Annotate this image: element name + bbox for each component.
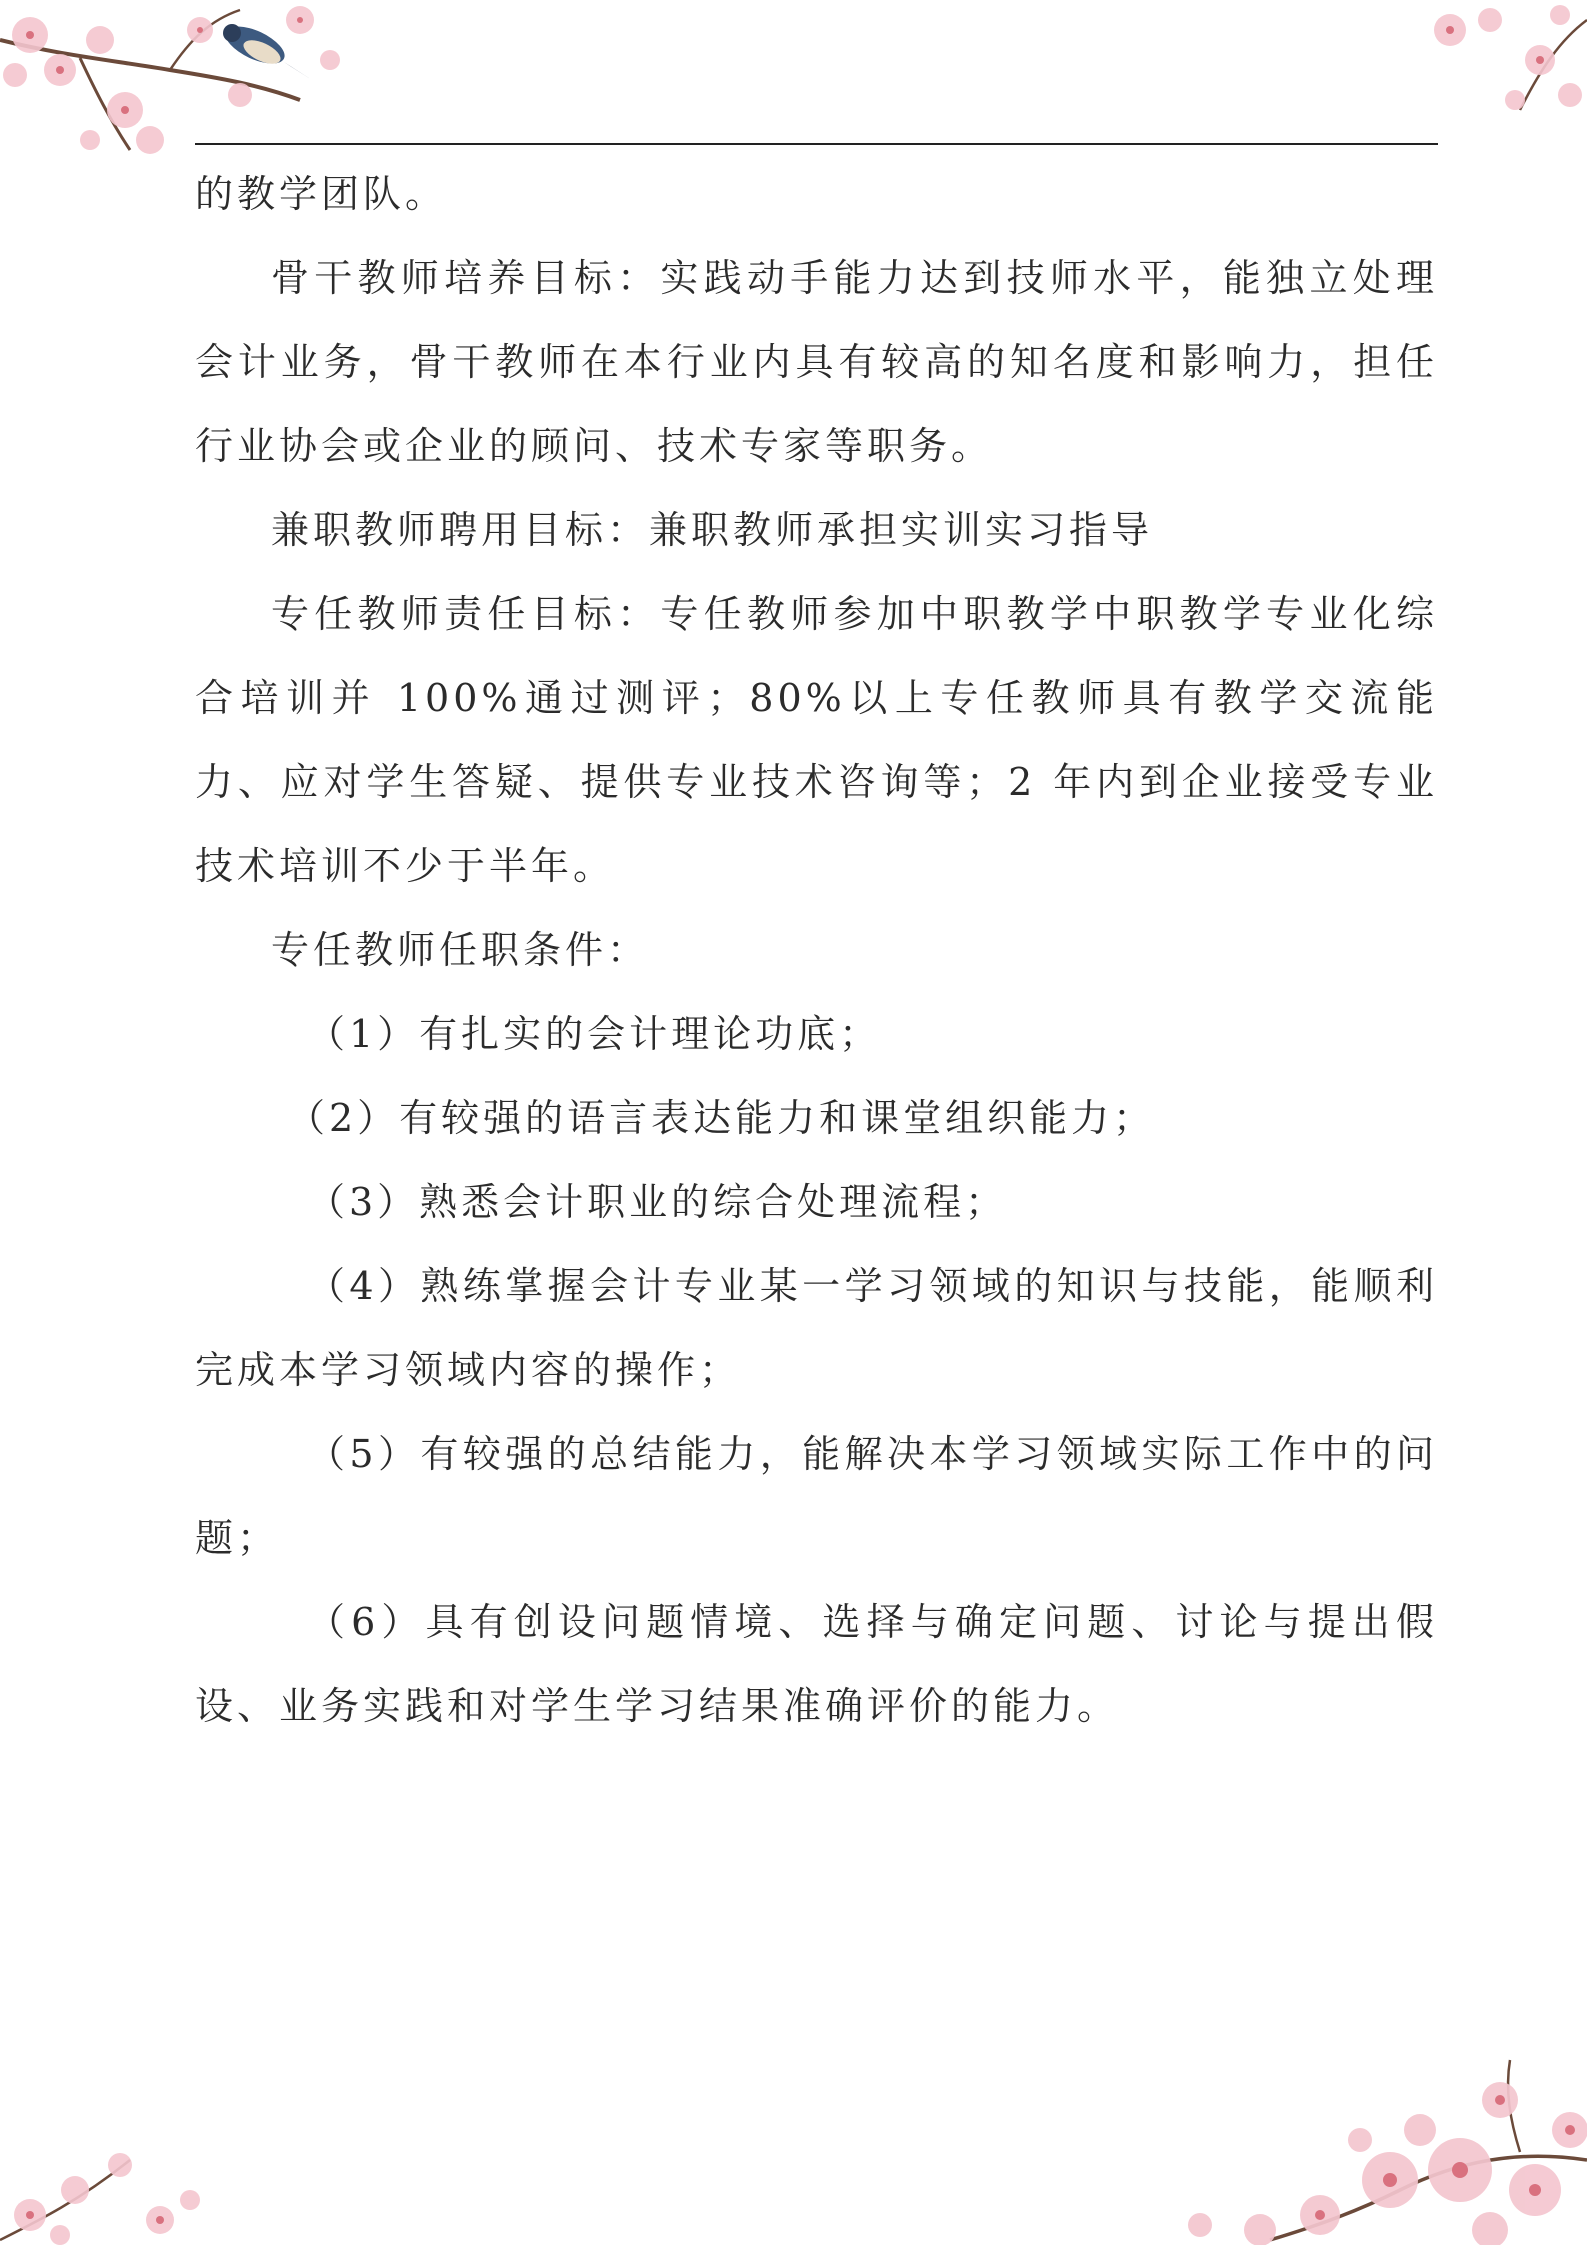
- floral-branch-top-right-icon: [1420, 0, 1587, 130]
- paragraph: 专任教师责任目标：专任教师参加中职教学中职教学专业化综合培训并 100%通过测评；80%以上专任教师具有教学交流能力、应对学生答疑、提供专业技术咨询等；2 年内到企业接受专业技术培训不少于半年。: [195, 592, 1438, 888]
- list-item: （3）熟悉会计职业的综合处理流程；: [307, 1180, 1008, 1224]
- paragraph: 骨干教师培养目标：实践动手能力达到技师水平，能独立处理会计业务，骨干教师在本行业内具有较高的知名度和影响力，担任行业协会或企业的顾问、技术专家等职务。: [195, 256, 1438, 468]
- paragraph: 专任教师任职条件：: [271, 928, 650, 972]
- list-item: （4）熟练掌握会计专业某一学习领域的知识与技能，能顺利完成本学习领域内容的操作；: [195, 1264, 1438, 1392]
- list-item: （1）有扎实的会计理论功底；: [307, 1012, 882, 1056]
- header-rule: [195, 143, 1438, 145]
- paragraph: 的教学团队。: [195, 172, 448, 216]
- paragraph: 兼职教师聘用目标：兼职教师承担实训实习指导: [271, 508, 1154, 552]
- floral-branch-bottom-left-icon: [0, 2120, 220, 2245]
- list-item: （6）具有创设问题情境、选择与确定问题、讨论与提出假设、业务实践和对学生学习结果准确评价的能力。: [195, 1600, 1438, 1728]
- document-body: [195, 152, 1438, 1748]
- list-item: （2）有较强的语言表达能力和课堂组织能力；: [287, 1096, 1156, 1140]
- floral-branch-bottom-right-icon: [1140, 2040, 1587, 2245]
- list-item: （5）有较强的总结能力，能解决本学习领域实际工作中的问题；: [195, 1432, 1438, 1560]
